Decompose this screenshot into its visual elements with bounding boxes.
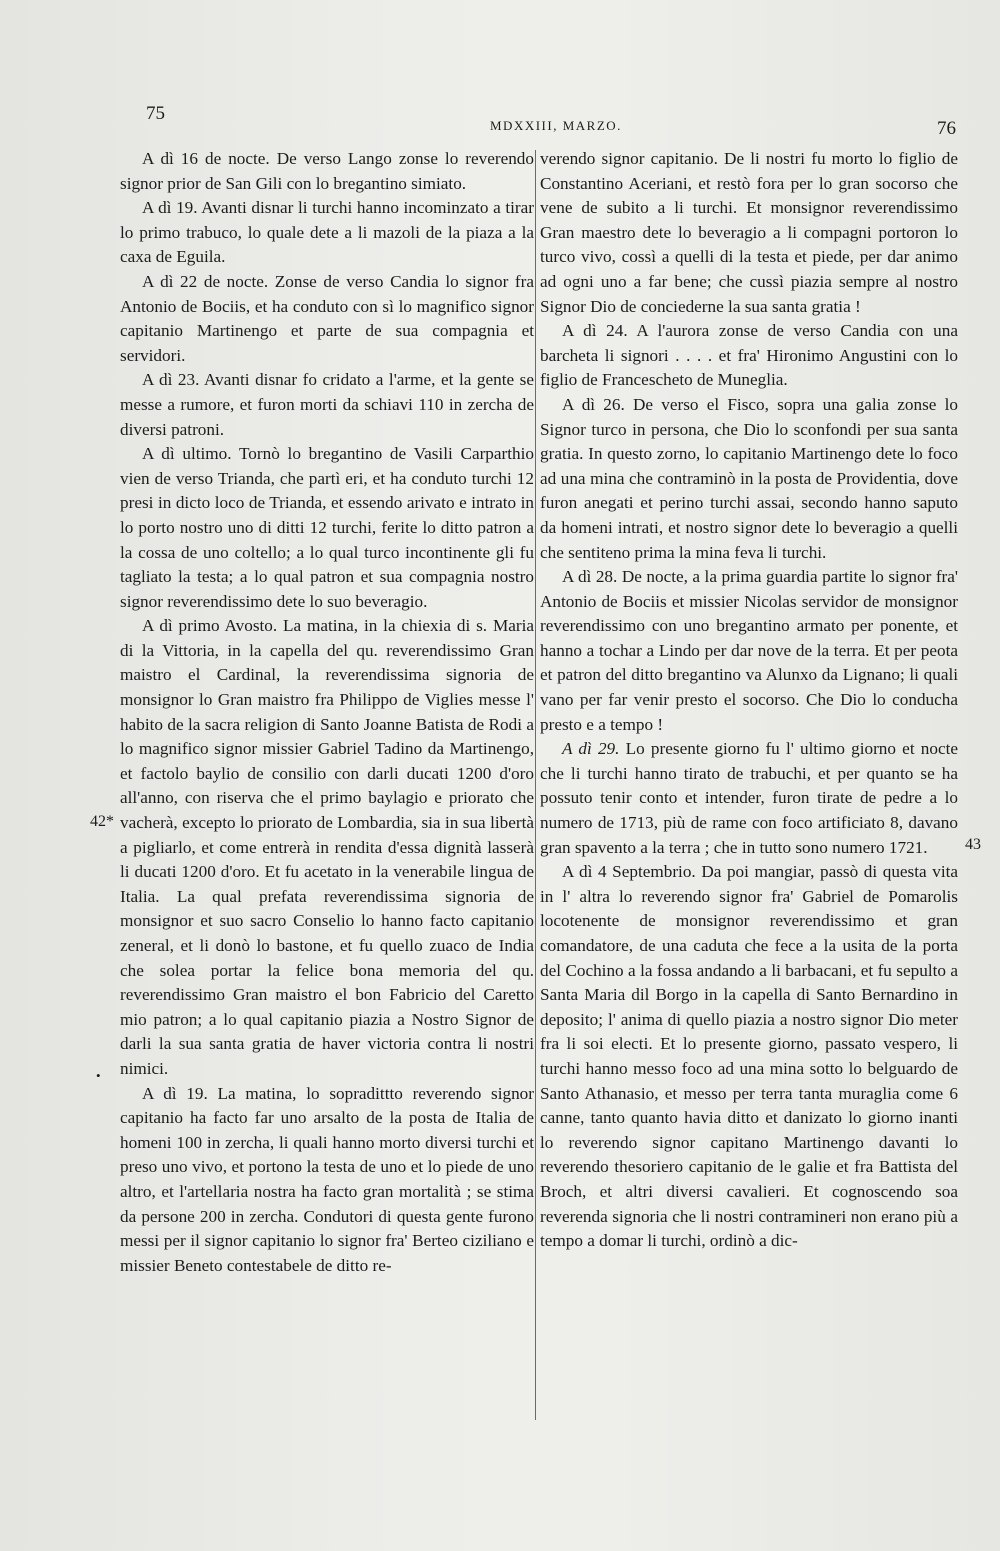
- entry-text: De verso el Fisco, sopra una galia zonse lo Signor turco in persona, che Dio lo sconfondi per sua santa gratia. In questo zorno, lo capitanio Martinengo dete lo foco ad una mina che contraminò in la posta de Providentia, dove furon anegati et perino turchi assai, secondo hanno saputo da homeni intrati, et nostro signor dete lo beveragio a quelli che sentiteno prima la mina feva li turchi.: [540, 394, 958, 562]
- entry-text: La matina, lo sopradittto reverendo signor capitanio ha facto far uno arsalto de la posta de Italia de homeni 100 in zercha, li quali hanno morto diversi turchi et preso uno vivo, et portono la testa de uno et lo piede de uno altro, et l'artellaria nostra ha facto gran mortalità ; se stima da persone 200 in zercha. Condutori di questa gente furono messi per il signor capitanio lo signor fra' Berteo ciziliano e missier Beneto contestabele de ditto re-: [120, 1083, 534, 1275]
- entry-text: La matina, in la chiexia di s. Maria di la Vittoria, in la capella del qu. reverendissimo Gran maistro el Cardinal, la reverendissima signoria de monsignor lo Gran maistro fra Philippo de Viglies messe l' habito de la sacra religion di Santo Joanne Batista de Rodi a lo magnifico signor missier Gabriel Tadino da Martinengo, et factolo baylio de consilio con darli ducati 1200 d'oro all'anno, con riserva che el primo baylagio e priorato che vacherà, excepto lo priorato de Lombardia, sia in sua libertà a pigliarlo, et come entrerà in rendita d'essa dignità lasserà li ducati 1200 d'oro. Et fu acetato in la venerabile lingua de Italia. La qual prefata reverendissima signoria de monsignor et suo sacro Conselio lo hanno facto capitanio zeneral, et li donò lo bastone, et fu quello zuaco de India che solea portar la felice bona memoria del qu. reverendissimo Gran maistro el bon Fabricio del Caretto mio patron; a lo qual capitanio piazia a Nostro Signor de darli la sua santa gratia de haver victoria contra li nostri nimici.: [120, 616, 534, 1078]
- entry-paragraph: [120, 368, 534, 442]
- entry-paragraph: [540, 319, 958, 393]
- entry-date: A dì 19.: [142, 1083, 208, 1103]
- margin-number-right: 43: [965, 836, 981, 853]
- entry-paragraph: [120, 196, 534, 270]
- entry-date: A dì 19.: [142, 198, 198, 218]
- entry-paragraph: [540, 737, 958, 860]
- right-column: [540, 147, 958, 1254]
- entry-paragraph: [120, 270, 534, 368]
- entry-text: Da poi mangiar, passò di questa vita in l' altra lo reverendo signor fra' Gabriel de Pomarolis locotenente de monsignor reverendissimo et gran comandatore, de una caduta che fece a la usita de la porta del Cochino a la fossa andando a li barbacani, et fu sepulto a Santa Maria dil Borgo in la capella di Santo Bernardino in deposito; l' anima di quello piazia a nostro signor Dio meter fra li soi electi. Et lo presente giorno, passato vespero, li turchi hanno messo foco ad una mina sotto lo belguardo de Santo Athanasio, et messo per terra tanta muraglia come 6 canne, tanto quanto havia ditto et danizato lo giorno inanti lo reverendo signor capitano Martinengo davanti lo reverendo thesoriero capitanio de le galie et fra Battista del Broch, et altri diversi cavalieri. Et cognoscendo soa reverenda signoria che li nostri contramineri non erano più a tempo a domar li turchi, ordinò a dic-: [540, 862, 959, 1251]
- entry-date: A dì primo Avosto.: [142, 616, 278, 636]
- entry-date: A dì 28.: [562, 567, 618, 587]
- entry-paragraph: [540, 147, 958, 319]
- entry-paragraph: [540, 393, 958, 565]
- entry-text: Lo presente giorno fu l' ultimo giorno et nocte che li turchi hanno tirato de trabuchi, et per quanto se ha possuto tenir conto et intender, furon tirate de pedre a lo numero de 1713, più de rame con foco artificiato 8, davano gran spavento a la terra ; che in tutto sono numero 1721.: [540, 739, 959, 857]
- margin-number-left: 42*: [90, 813, 114, 830]
- running-head: MDXXIII, MARZO.: [490, 118, 622, 133]
- entry-date: A dì 29.: [562, 739, 620, 759]
- entry-date: A dì ultimo.: [142, 444, 232, 464]
- entry-date: A dì 24.: [562, 321, 628, 341]
- entry-paragraph: [120, 1082, 534, 1279]
- entry-text: Avanti disnar fo cridato a l'arme, et la gente se messe a rumore, et furon morti da schiavi 110 in zercha de diversi patroni.: [120, 370, 534, 439]
- entry-date: A dì 16: [142, 149, 198, 168]
- entry-paragraph: [120, 442, 534, 614]
- entry-paragraph: [120, 147, 534, 196]
- entry-date: A dì 22: [142, 271, 198, 291]
- entry-text: Avanti disnar li turchi hanno incominzato a tirar lo primo trabuco, lo quale dete a li mazoli de la piaza a la caxa de Eguila.: [120, 198, 534, 267]
- margin-bullet: •: [96, 1068, 101, 1083]
- entry-date: A dì 26.: [562, 394, 625, 414]
- entry-text: De nocte, a la prima guardia partite lo signor fra' Antonio de Bociis et missier Nicolas servidor de monsignor reverendissimo con uno bregantino armato per ponente, et hanno a tochar a Lindo per dar nove de la terra. Et per peota et patron del ditto bregantino va Alunxo da Lignano; li quali vano per far venir presto el socorso. Che Dio lo conducha presto e a tempo !: [540, 567, 958, 734]
- entry-date: A dì 4 Septembrio.: [562, 862, 696, 882]
- entry-text: A l'aurora zonse de verso Candia con una barcheta li signori . . . . et fra' Hironimo Angustini con lo figlio de Francescheto de Muneglia.: [540, 321, 958, 390]
- entry-text: de nocte. De verso Lango zonse lo reverendo signor prior de San Gili con lo bregantino simiato.: [120, 149, 534, 193]
- entry-paragraph: [120, 614, 534, 1081]
- entry-date: A dì 23.: [142, 370, 200, 390]
- left-column: [120, 147, 534, 1278]
- entry-paragraph: [540, 565, 958, 737]
- entry-text: Tornò lo bregantino de Vasili Carparthio vien de verso Trianda, che partì eri, et ha conduto turchi 12 presi in dicto loco de Trianda, et essendo arivato e intrato in lo porto nostro uno di ditti 12 turchi, ferite lo ditto patron a la cossa de uno coltello; a lo qual turco incontinente gli fu tagliato la testa; a lo qual patron et sua compagnia nostro signor reverendissimo dete lo suo beveragio.: [120, 444, 534, 611]
- entry-text: de nocte. Zonse de verso Candia lo signor fra Antonio de Bociis, et ha conduto con sì lo magnifico signor capitanio Martinengo et parte de sua compagnia et servidori.: [120, 271, 534, 365]
- column-divider: [535, 150, 536, 1420]
- entry-paragraph: [540, 860, 958, 1254]
- entry-text: verendo signor capitanio. De li nostri fu morto lo figlio de Constantino Aceriani, et restò fora per lo gran socorso che vene de subito a li turchi. Et monsignor reverendissimo Gran maestro dete lo beveragio a li compagni portoron lo turco vivo, cossì a quelli di la testa et piede, per dar animo ad ogni uno a far bene; che cussì piazia sempre al nostro Signor Dio de conciederne la sua santa gratia !: [540, 149, 958, 316]
- page-number-right: 76: [937, 118, 956, 139]
- page-number-left: 75: [146, 103, 165, 124]
